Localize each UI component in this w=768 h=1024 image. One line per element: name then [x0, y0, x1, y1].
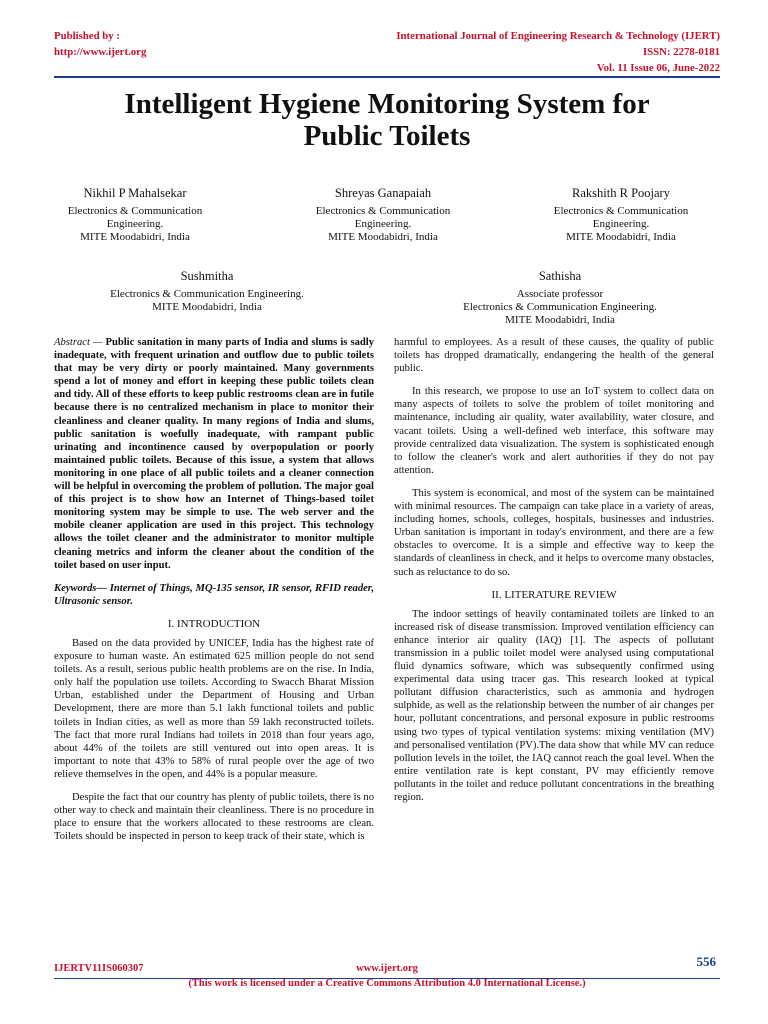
author-location: MITE Moodabidri, India: [505, 314, 615, 326]
title-line-2: Public Toilets: [303, 120, 471, 152]
issn-label: ISSN: 2278-0181: [642, 46, 720, 58]
page-number: 556: [696, 954, 716, 969]
author-location: MITE Moodabidri, India: [152, 301, 262, 313]
abstract-label: Abstract —: [54, 337, 106, 348]
footer-site-link[interactable]: www.ijert.org: [356, 963, 418, 974]
keywords-label: Keywords—: [54, 582, 107, 594]
keywords-text: Internet of Things, MQ-135 sensor, IR sensor, RFID reader, Ultrasonic sensor.: [54, 582, 374, 607]
author-location: MITE Moodabidri, India: [566, 231, 676, 243]
intro-paragraph: Based on the data provided by UNICEF, India has the highest rate of exposure to human waste. An estimated 625 million people do not send toilets. As a result, serious public health problems are on the rise. In India, only half the population use toilets. According to Swacch Bharat Mission Urban, established under the Department of Housing and Urban Development, there are more than 5.1 lakh functional toilets and public toilets in Indian cities, as well as more than 59 lakh reconstructed toilets. The fact that more rural Indians had toilets in 2018 than four years ago, about 44% of the toilets are still ventured out into open areas. It is important to note that 43% to 58% of rural people over the age of two relieve themselves in the open, and 44% is a popular measure.: [54, 637, 374, 780]
journal-footer: [54, 954, 720, 994]
left-column: [54, 336, 374, 853]
author-name: Nikhil P Mahalsekar: [83, 186, 187, 200]
author-affiliation: Engineering.: [106, 218, 164, 230]
author-name: Sathisha: [538, 269, 582, 283]
author-affiliation: Electronics & Communication Engineering.: [463, 301, 657, 313]
author-affiliation: Electronics & Communication: [67, 205, 203, 217]
author-block: [50, 186, 220, 244]
author-title: Associate professor: [516, 288, 604, 300]
author-affiliation: Engineering.: [592, 218, 650, 230]
author-block: [298, 186, 468, 244]
author-name: Rakshith R Poojary: [572, 186, 670, 200]
title-line-1: Intelligent Hygiene Monitoring System for: [124, 88, 650, 120]
author-affiliation: Engineering.: [354, 218, 412, 230]
paper-title: [60, 88, 714, 152]
publisher-block: [54, 28, 146, 60]
intro-paragraph: Despite the fact that our country has plenty of public toilets, there is no other way to check and maintain their cleanliness. There is no procedure in place to ensure that the workers allocated to these restrooms are clean. Toilets should be inspected in person to keep track of their state, which is: [54, 792, 374, 843]
author-name: Shreyas Ganapaiah: [334, 186, 432, 200]
abstract-text: Public sanitation in many parts of India and slums is sadly inadequate, with frequent urination and outflow due to public toilets that may be very dirty or poorly maintained. Many governments spend a lot of money and effort in keeping these public toilets clean and tidy. All of these efforts to keep public restrooms clean are in futile because there is no centralized mechanism in place to monitor their cleanliness and cleaner quality. In many regions of India and slums, public sanitation is woefully inadequate, with rampant public urinating and incontinence caused by overpopulation or poorly maintained public toilets. Because of this issue, a system that allows monitoring in one place of all public toilets and a cleaner connection will be helpful in overcoming the problem of pollution. The major goal of this project is to show how an Internet of Things-based toilet monitoring system may be simple to use. The web server and the mobile cleaner application are used in this project. This technology allows the toilet cleaner and the administrator to monitor multiple cleaning metrics and inform the cleaner about the condition of the toilet based on user input.: [54, 337, 375, 571]
body-paragraph: harmful to employees. As a result of these causes, the quality of public toilets has dropped dramatically, endangering the health of the general public.: [394, 337, 714, 375]
journal-header: [54, 28, 720, 74]
volume-label: Vol. 11 Issue 06, June-2022: [596, 62, 720, 74]
section-heading-introduction: I. INTRODUCTION: [167, 617, 261, 630]
body-paragraph: This system is economical, and most of the system can be maintained with minimal resources. The campaign can take place in a variety of areas, including homes, schools, colleges, hospitals, businesses and industries. Urban sanitation is important in today's environment, and there are a few obstacles to overcome. It is a simple and effective way to keep the standards of cleanliness in check, and it helps to overcome many obstacles, such as reluctance to do so.: [394, 487, 714, 578]
journal-name: International Journal of Engineering Research & Technology (IJERT): [396, 30, 720, 42]
license-note: (This work is licensed under a Creative Commons Attribution 4.0 International License.): [188, 978, 586, 989]
journal-info-block: [396, 28, 720, 76]
author-block: [82, 269, 332, 314]
section-heading-literature-review: II. LITERATURE REVIEW: [491, 588, 617, 601]
author-location: MITE Moodabidri, India: [328, 231, 438, 243]
header-divider: [54, 76, 720, 78]
author-affiliation: Electronics & Communication Engineering.: [110, 288, 304, 300]
author-block: [536, 186, 706, 244]
paper-id: IJERTV11IS060307: [54, 963, 144, 974]
author-affiliation: Electronics & Communication: [315, 205, 451, 217]
author-location: MITE Moodabidri, India: [80, 231, 190, 243]
author-name: Sushmitha: [180, 269, 234, 283]
keywords: [54, 582, 374, 608]
publisher-url-link[interactable]: http://www.ijert.org: [54, 46, 147, 58]
author-affiliation: Electronics & Communication: [553, 205, 689, 217]
author-block: [420, 269, 700, 327]
abstract: [54, 336, 374, 572]
body-paragraph: In this research, we propose to use an IoT system to collect data on many aspects of toilets to solve the problem of toilet monitoring and maintenance, including air quality, water availability, water closure, and vacant toilets. Using a well-defined web interface, this software may provide centralized data visualization. The system is sophisticated enough to follow the cleaner's work and alert authorities if they do not pay attention.: [394, 386, 714, 476]
published-by-label: Published by :: [54, 30, 121, 42]
right-column: [394, 336, 714, 814]
literature-paragraph: The indoor settings of heavily contaminated toilets are linked to an increased risk of disease transmission. Improved ventilation efficiency can enhance interior air quality (IAQ) [1]. The aspects of pollutant transmission in a public toilet model were analysed using computational fluid dynamics software, which was subsequently confirmed using experimental data using tracer gas. This research looked at typical pollutant diffusion characteristics, such as ammonia and hydrogen sulphide, as well as the relationship between the number of air changes per hour, pollutant concentrations, and personal exposure in public restrooms using two types of typical ventilation systems: mixing ventilation (MV) and personalised ventilation (PV).The data show that while MV can reduce pollution levels in the toilet, the IAQ cannot reach the goal level. When the entire ventilation rate is kept constant, PV may efficiently remove pollutants in the toilet and reduce pollutant concentrations in the breathing region.: [394, 608, 714, 803]
